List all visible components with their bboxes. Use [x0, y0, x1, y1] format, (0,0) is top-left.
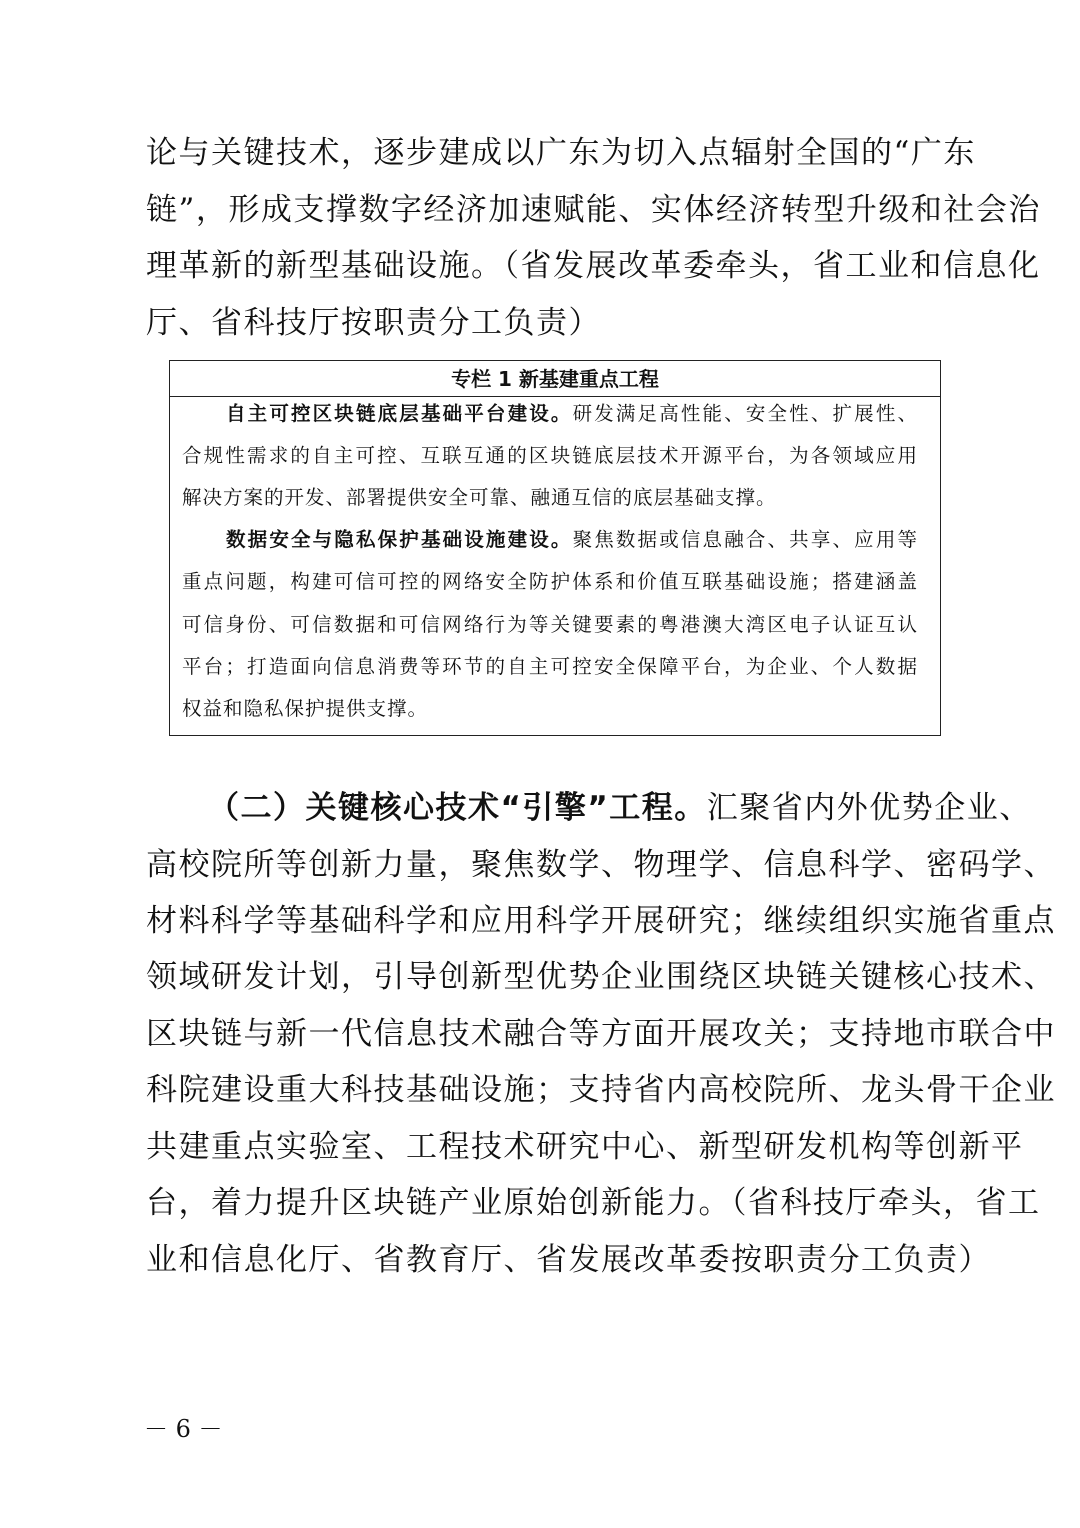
column-item-text: 研发满足高性能、安全性、扩展性、: [572, 402, 918, 425]
column-item-text: 重点问题，构建可信可控的网络安全防护体系和价值互联基础设施；搭建涵盖: [182, 570, 918, 593]
page-number: － 6 －: [144, 1415, 223, 1443]
paragraph-line: 厅、省科技厅按职责分工负责）: [146, 305, 601, 341]
column-item-text: 可信身份、可信数据和可信网络行为等关键要素的粤港澳大湾区电子认证互认: [182, 613, 918, 636]
column-box-title: 专栏 1 新基建重点工程: [170, 361, 940, 397]
paragraph-line: 高校院所等创新力量，聚焦数学、物理学、信息科学、密码学、: [146, 847, 1056, 883]
column-item-text: 合规性需求的自主可控、互联互通的区块链底层技术开源平台，为各领域应用: [182, 444, 918, 467]
paragraph-line: 理革新的新型基础设施。（省发展改革委牵头，省工业和信息化: [146, 248, 1041, 284]
column-item-text: 权益和隐私保护提供支撑。: [182, 697, 429, 720]
paragraph-line: 链”，形成支撑数字经济加速赋能、实体经济转型升级和社会治: [146, 192, 1041, 228]
column-item-first-line: [226, 399, 918, 429]
paragraph-line: 科院建设重大科技基础设施；支持省内高校院所、龙头骨干企业: [146, 1072, 1056, 1108]
paragraph-line: 领域研发计划，引导创新型优势企业围绕区块链关键核心技术、: [146, 959, 1056, 995]
column-box: [169, 360, 941, 736]
column-item-first-line: [226, 525, 918, 555]
paragraph-line: 材料科学等基础科学和应用科学开展研究；继续组织实施省重点: [146, 903, 1056, 939]
column-item-text: 解决方案的开发、部署提供安全可靠、融通互信的底层基础支撑。: [182, 486, 777, 509]
section-text: 汇聚省内外优势企业、: [706, 790, 1032, 826]
paragraph-line: 业和信息化厅、省教育厅、省发展改革委按职责分工负责）: [146, 1242, 991, 1278]
paragraph-line: 区块链与新一代信息技术融合等方面开展攻关；支持地市联合中: [146, 1016, 1056, 1052]
column-item-heading: 数据安全与隐私保护基础设施建设。: [226, 528, 573, 551]
section-heading: （二）关键核心技术“引擎”工程。: [208, 790, 707, 826]
column-item-heading: 自主可控区块链底层基础平台建设。: [226, 402, 573, 425]
column-item-text: 聚焦数据或信息融合、共享、应用等: [572, 528, 918, 551]
column-item-text: 平台；打造面向信息消费等环节的自主可控安全保障平台，为企业、个人数据: [182, 655, 918, 678]
paragraph-line: 台，着力提升区块链产业原始创新能力。（省科技厅牵头，省工: [146, 1185, 1041, 1221]
paragraph-line: 共建重点实验室、工程技术研究中心、新型研发机构等创新平: [146, 1129, 1024, 1165]
section-first-line: [208, 788, 1032, 828]
paragraph-line: 论与关键技术，逐步建成以广东为切入点辐射全国的“广东: [146, 135, 976, 171]
